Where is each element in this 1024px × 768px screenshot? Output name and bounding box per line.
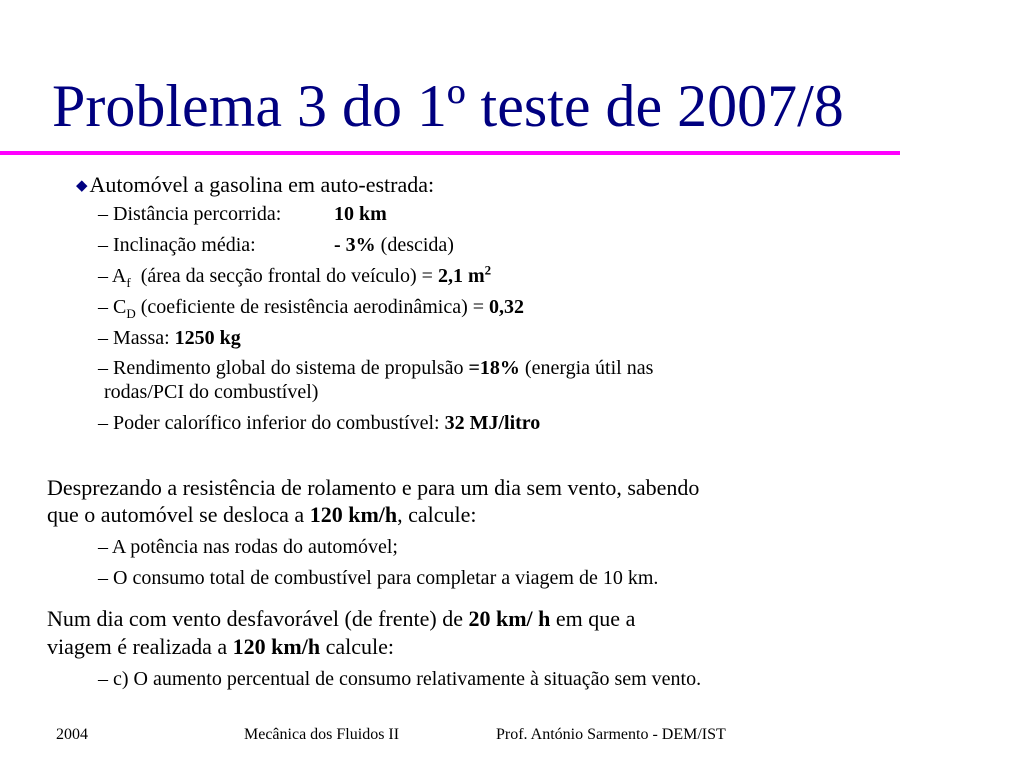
area-sub: f (126, 275, 131, 290)
cd-value: 0,32 (489, 296, 525, 318)
slope-value: - 3% (334, 234, 376, 256)
distance-value: 10 km (334, 203, 387, 225)
footer-course: Mecânica dos Fluidos II (244, 726, 400, 743)
intro-text: Automóvel a gasolina em auto-estrada: (89, 172, 435, 197)
cd-prefix: – C (98, 296, 127, 318)
area-sup: 2 (484, 262, 492, 278)
eff-note1: (energia útil nas (524, 357, 654, 379)
item-slope (98, 234, 454, 257)
para2-line2 (47, 634, 394, 660)
para1-speed: 120 km/h (309, 502, 398, 527)
slope-value-group (334, 234, 454, 257)
para2-line2-post: calcule: (325, 634, 394, 659)
eff-value: =18% (468, 357, 520, 379)
para2-wind: 20 km/ h (468, 606, 551, 631)
intro-bullet (76, 172, 434, 198)
footer-year: 2004 (56, 726, 88, 743)
question-a: – A potência nas rodas do automóvel; (98, 536, 398, 558)
area-text: (área da secção frontal do veículo) (140, 265, 417, 287)
slide-title: Problema 3 do 1º teste de 2007/8 (52, 73, 844, 139)
diamond-icon: ◆ (76, 176, 88, 194)
slope-note: (descida) (380, 234, 454, 256)
para1-line2 (47, 502, 477, 528)
question-b: – O consumo total de combustível para completar a viagem de 10 km. (98, 567, 659, 589)
item-area (98, 262, 492, 290)
mass-value: 1250 kg (174, 327, 241, 349)
para2-speed: 120 km/h (232, 634, 321, 659)
eff-label: – Rendimento global do sistema de propulsão (98, 357, 464, 379)
item-efficiency-cont: rodas/PCI do combustível) (104, 381, 319, 403)
area-value: 2,1 m (437, 265, 485, 287)
para2-line1 (47, 606, 635, 632)
para2-line1-post: em que a (555, 606, 636, 631)
title-divider (0, 151, 900, 155)
item-pci (98, 412, 540, 435)
pci-label: – Poder calorífico inferior do combustível: (98, 412, 440, 434)
pci-value: 32 MJ/litro (444, 412, 541, 434)
mass-label: – Massa: (98, 327, 170, 349)
slope-label: – Inclinação média: (98, 234, 256, 256)
cd-text: (coeficiente de resistência aerodinâmica) (140, 296, 468, 318)
area-prefix: – A (98, 265, 127, 287)
cd-eq: = (472, 296, 485, 318)
item-mass (98, 327, 241, 350)
para2-line2-pre: viagem é realizada a (47, 634, 228, 659)
distance-label: – Distância percorrida: (98, 203, 282, 225)
cd-sub: D (126, 306, 136, 321)
item-distance (98, 203, 387, 226)
item-efficiency (98, 357, 653, 380)
item-cd (98, 296, 524, 319)
para1-line1: Desprezando a resistência de rolamento e para um dia sem vento, sabendo (47, 475, 700, 500)
question-c: – c) O aumento percentual de consumo relativamente à situação sem vento. (98, 668, 702, 690)
para2-line1-pre: Num dia com vento desfavorável (de frente) de (47, 606, 463, 631)
footer-author: Prof. António Sarmento - DEM/IST (496, 726, 726, 743)
para1-line2-post: , calcule: (397, 502, 477, 527)
area-eq: = (421, 265, 433, 287)
para1-line2-pre: que o automóvel se desloca a (47, 502, 305, 527)
